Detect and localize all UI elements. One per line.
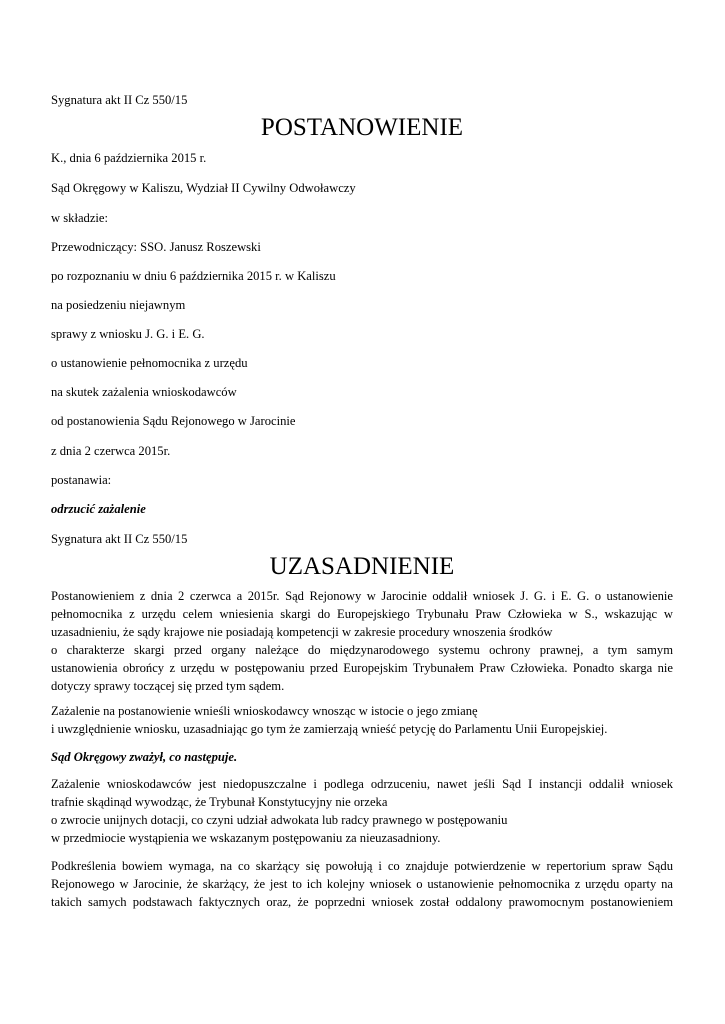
- justification-paragraph-1: [51, 587, 673, 695]
- justification-paragraph-4: [51, 857, 673, 911]
- lower-decision-date-line: z dnia 2 czerwca 2015r.: [51, 444, 171, 458]
- paragraph-line: Rejonowego w Jarocinie, że skarżący, że jest to ich kolejny wniosek o ustanowienie pełnomocnika z urzędu oparty na: [51, 877, 673, 891]
- rules-label: postanawia:: [51, 473, 112, 487]
- appeal-basis-line: na skutek zażalenia wnioskodawców: [51, 385, 237, 399]
- paragraph-line: trafnie skądinąd wywodząc, że Trybunał Konstytucyjny nie orzeka: [51, 795, 388, 809]
- justification-title: UZASADNIENIE: [269, 553, 455, 580]
- decision-text: odrzucić zażalenie: [51, 502, 146, 516]
- paragraph-line: w przedmiocie wystąpienia we wskazanym postępowaniu za nieuzasadniony.: [51, 831, 441, 845]
- presiding-judge-line: Przewodniczący: SSO. Janusz Roszewski: [51, 240, 261, 254]
- paragraph-line: o zwrocie unijnych dotacji, co czyni udział adwokata lub radcy prawnego w postępowaniu: [51, 813, 508, 827]
- paragraph-line: Podkreślenia bowiem wymaga, na co skarżący się powołują i co znajduje potwierdzenie w repertorium spraw Sądu: [51, 859, 673, 873]
- paragraph-line: pełnomocnika z urzędu celem wniesienia skargi do Europejskiego Trybunału Praw Człowieka w S., wskazując w: [51, 607, 673, 621]
- composition-label: w składzie:: [51, 211, 109, 225]
- case-signature-2: Sygnatura akt II Cz 550/15: [51, 532, 188, 546]
- session-type-line: na posiedzeniu niejawnym: [51, 298, 186, 312]
- case-signature: Sygnatura akt II Cz 550/15: [51, 93, 188, 107]
- paragraph-line: Postanowieniem z dnia 2 czerwca a 2015r. Sąd Rejonowy w Jarocinie oddalił wniosek J. G. i E. G. o ustanowienie: [51, 589, 673, 603]
- paragraph-line: ustanowienia obrońcy z urzędu w postępowaniu przed Europejskim Trybunałem Praw Człowieka. Ponadto skarga nie: [51, 661, 673, 675]
- case-parties-line: sprawy z wniosku J. G. i E. G.: [51, 327, 205, 341]
- paragraph-line: Zażalenie na postanowienie wnieśli wnioskodawcy wnosząc w istocie o jego zmianę: [51, 704, 478, 718]
- paragraph-line: dotyczy sprawy toczącej się przed tym sądem.: [51, 679, 285, 693]
- hearing-date-line: po rozpoznaniu w dniu 6 października 2015 r. w Kaliszu: [51, 269, 336, 283]
- case-subject-line: o ustanowienie pełnomocnika z urzędu: [51, 356, 248, 370]
- paragraph-line: o charakterze skargi przed organy należące do międzynarodowego systemu ochrony prawnej, a tym samym: [51, 643, 673, 657]
- justification-paragraph-2: [51, 702, 673, 738]
- court-name-line: Sąd Okręgowy w Kaliszu, Wydział II Cywilny Odwoławczy: [51, 181, 356, 195]
- paragraph-line: Zażalenie wnioskodawców jest niedopuszczalne i podlega odrzuceniu, nawet jeśli Sąd I instancji oddalił wniosek: [51, 777, 673, 791]
- paragraph-line: i uwzględnienie wniosku, uzasadniając go tym że zamierzają wnieść petycję do Parlamentu Unii Europejskiej.: [51, 722, 608, 736]
- court-considered-heading: Sąd Okręgowy zważył, co następuje.: [51, 750, 238, 764]
- paragraph-line: uzasadnieniu, że sądy krajowe nie posiadają kompetencji w zakresie procedury wnoszenia środków: [51, 625, 553, 639]
- lower-court-line: od postanowienia Sądu Rejonowego w Jarocinie: [51, 414, 296, 428]
- paragraph-line: takich samych podstawach faktycznych oraz, że poprzedni wniosek został oddalony prawomocnym postanowieniem: [51, 895, 673, 909]
- justification-paragraph-3: [51, 775, 673, 847]
- document-title: POSTANOWIENIE: [260, 114, 464, 141]
- date-place-line: K., dnia 6 października 2015 r.: [51, 151, 207, 165]
